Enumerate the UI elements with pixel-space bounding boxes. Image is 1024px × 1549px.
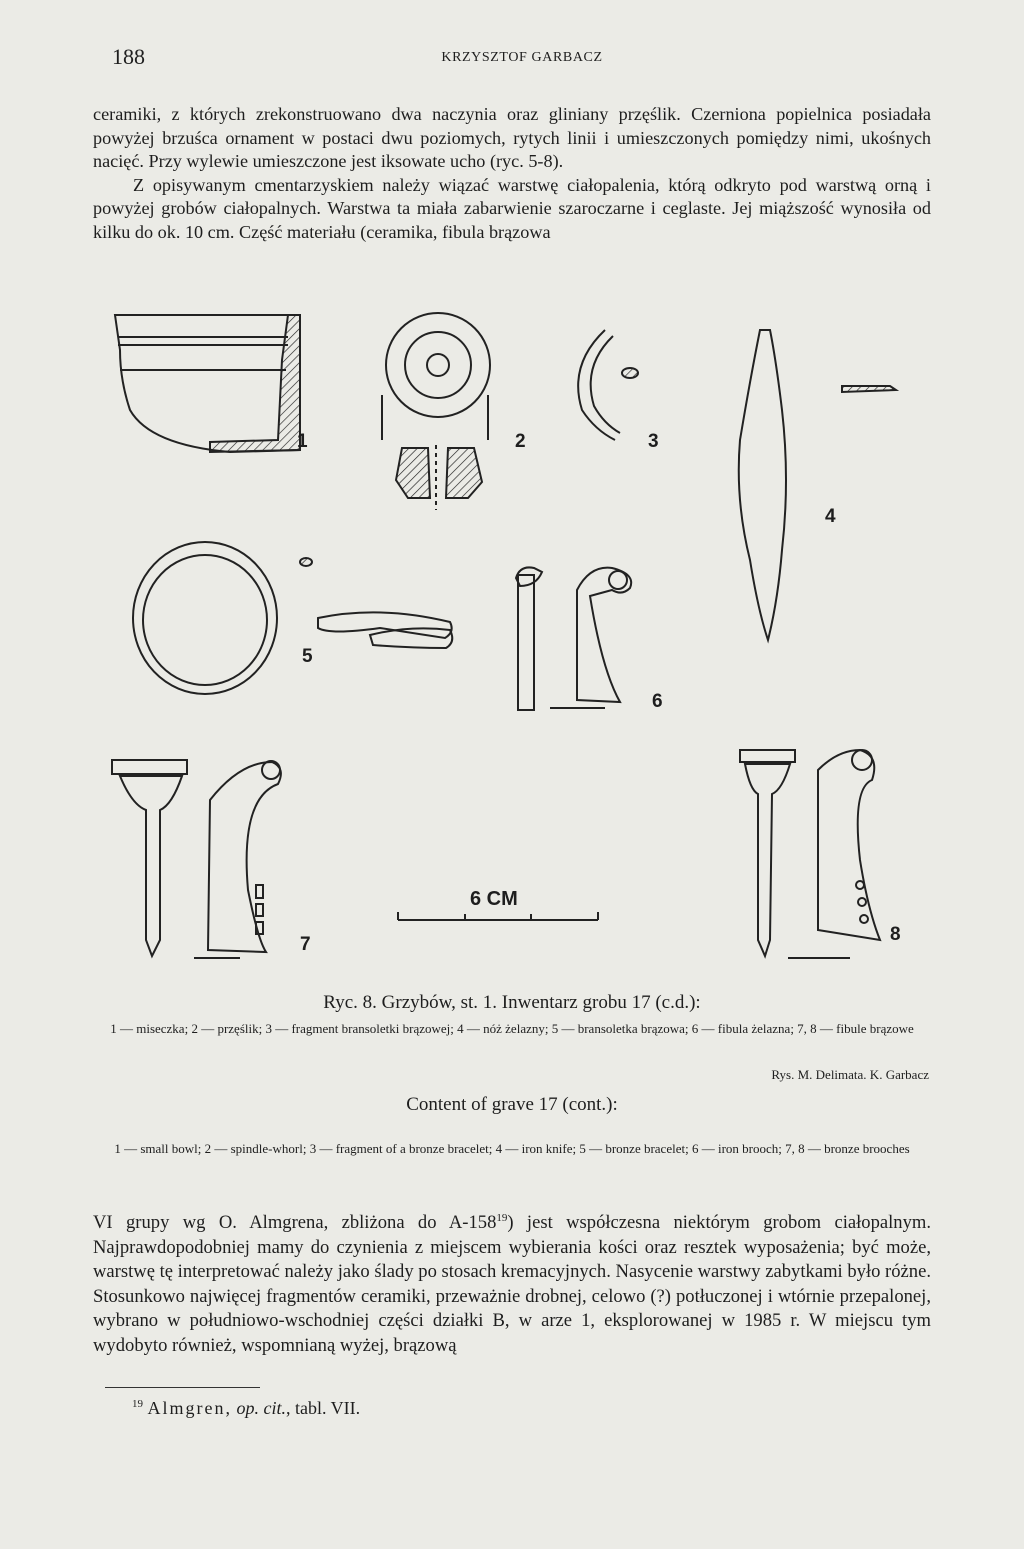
scale-bar: [398, 912, 598, 920]
item-number-5: 5: [302, 646, 313, 667]
item-number-2: 2: [515, 431, 526, 452]
figure-caption-pl: Ryc. 8. Grzybów, st. 1. Inwentarz grobu 17 (c.d.):: [323, 992, 701, 1013]
footnote-author: Almgren,: [147, 1398, 232, 1418]
figure-legend-en: 1 — small bowl; 2 — spindle-whorl; 3 — fragment of a bronze bracelet; 4 — iron knife; 5 — bronze bracelet; 6 — iron brooch; 7, 8 — bronze brooches: [114, 1141, 910, 1156]
footnote-number: 19: [132, 1398, 143, 1410]
knife-drawing: [739, 330, 896, 640]
item-number-8: 8: [890, 924, 901, 945]
figure-credit: Rys. M. Delimata. K. Garbacz: [771, 1067, 929, 1082]
bracelet-drawing: [133, 542, 452, 694]
footnote-reference: 19: [496, 1211, 508, 1224]
item-number-6: 6: [652, 691, 663, 712]
paragraph-3-rest: ) jest współczesna niektórym grobom ciałopalnym. Najprawdopodobniej mamy do czynienia z miejscem wybierania kości oraz resztek wyposażenia; być może, warstwę tę interpretować należy jako ślady po stosach kremacyjnych. Nasycenie warstwy zabytkami było różne. Stosunkowo najwięcej fragmentów ceramiki, przeważnie drobnej, celowo (?) potłuczonej i wtórnie przepalonej, wybrano w południowo-wschodniej części działki B, w arze 1, eksplorowanej w 1985 r. W miejscu tym wydobyto również, wspomnianą wyżej, brązową: [93, 1212, 931, 1356]
bracelet-fragment-drawing: [578, 330, 638, 440]
bronze-brooch-8-drawing: [740, 750, 880, 958]
figure-drawings: [90, 300, 940, 990]
item-number-4: 4: [825, 506, 836, 527]
bowl-drawing: [115, 315, 300, 452]
item-number-3: 3: [648, 431, 659, 452]
item-number-1: 1: [297, 431, 308, 452]
footnote-divider: [105, 1387, 260, 1388]
spindle-whorl-drawing: [382, 313, 490, 510]
paragraph-1: ceramiki, z których zrekonstruowano dwa naczynia oraz gliniany przęślik. Czerniona popielnica posiadała powyżej brzuśca ornament w postaci dwu poziomych, rytych linii i umieszczonych pomiędzy nimi, ukośnych nacięć. Przy wylewie umieszczone jest iksowate ucho (ryc. 5-8).: [93, 104, 931, 172]
scale-label: 6 CM: [470, 888, 518, 910]
page-number: 188: [112, 44, 145, 69]
page-header: [112, 44, 932, 74]
body-paragraph-top: [93, 103, 931, 245]
footnote-rest: , tabl. VII.: [285, 1398, 361, 1418]
iron-brooch-drawing: [516, 567, 631, 710]
paragraph-2: Z opisywanym cmentarzyskiem należy wiązać warstwę ciałopalenia, którą odkryto pod warstwą orną i powyżej grobów ciałopalnych. Warstwa ta miała zabarwienie szaroczarne i ceglaste. Jej miąższość wynosiła od kilku do ok. 10 cm. Część materiału (ceramika, fibula brązowa: [93, 174, 931, 242]
footnote-work: op. cit.: [236, 1398, 286, 1418]
item-number-7: 7: [300, 934, 311, 955]
figure-caption-en: Content of grave 17 (cont.):: [406, 1094, 618, 1115]
figure-legend-pl: 1 — miseczka; 2 — przęślik; 3 — fragment bransoletki brązowej; 4 — nóż żelazny; 5 — bransoletka brązowa; 6 — fibula żelazna; 7, 8 — fibule brązowe: [110, 1021, 914, 1036]
bronze-brooch-7-drawing: [112, 760, 281, 958]
running-head: KRZYSZTOF GARBACZ: [441, 50, 603, 65]
body-paragraph-bottom: [93, 1211, 931, 1359]
footnote: [132, 1398, 360, 1419]
paragraph-3-start: VI grupy wg O. Almgrena, zbliżona do A-158: [93, 1212, 497, 1233]
